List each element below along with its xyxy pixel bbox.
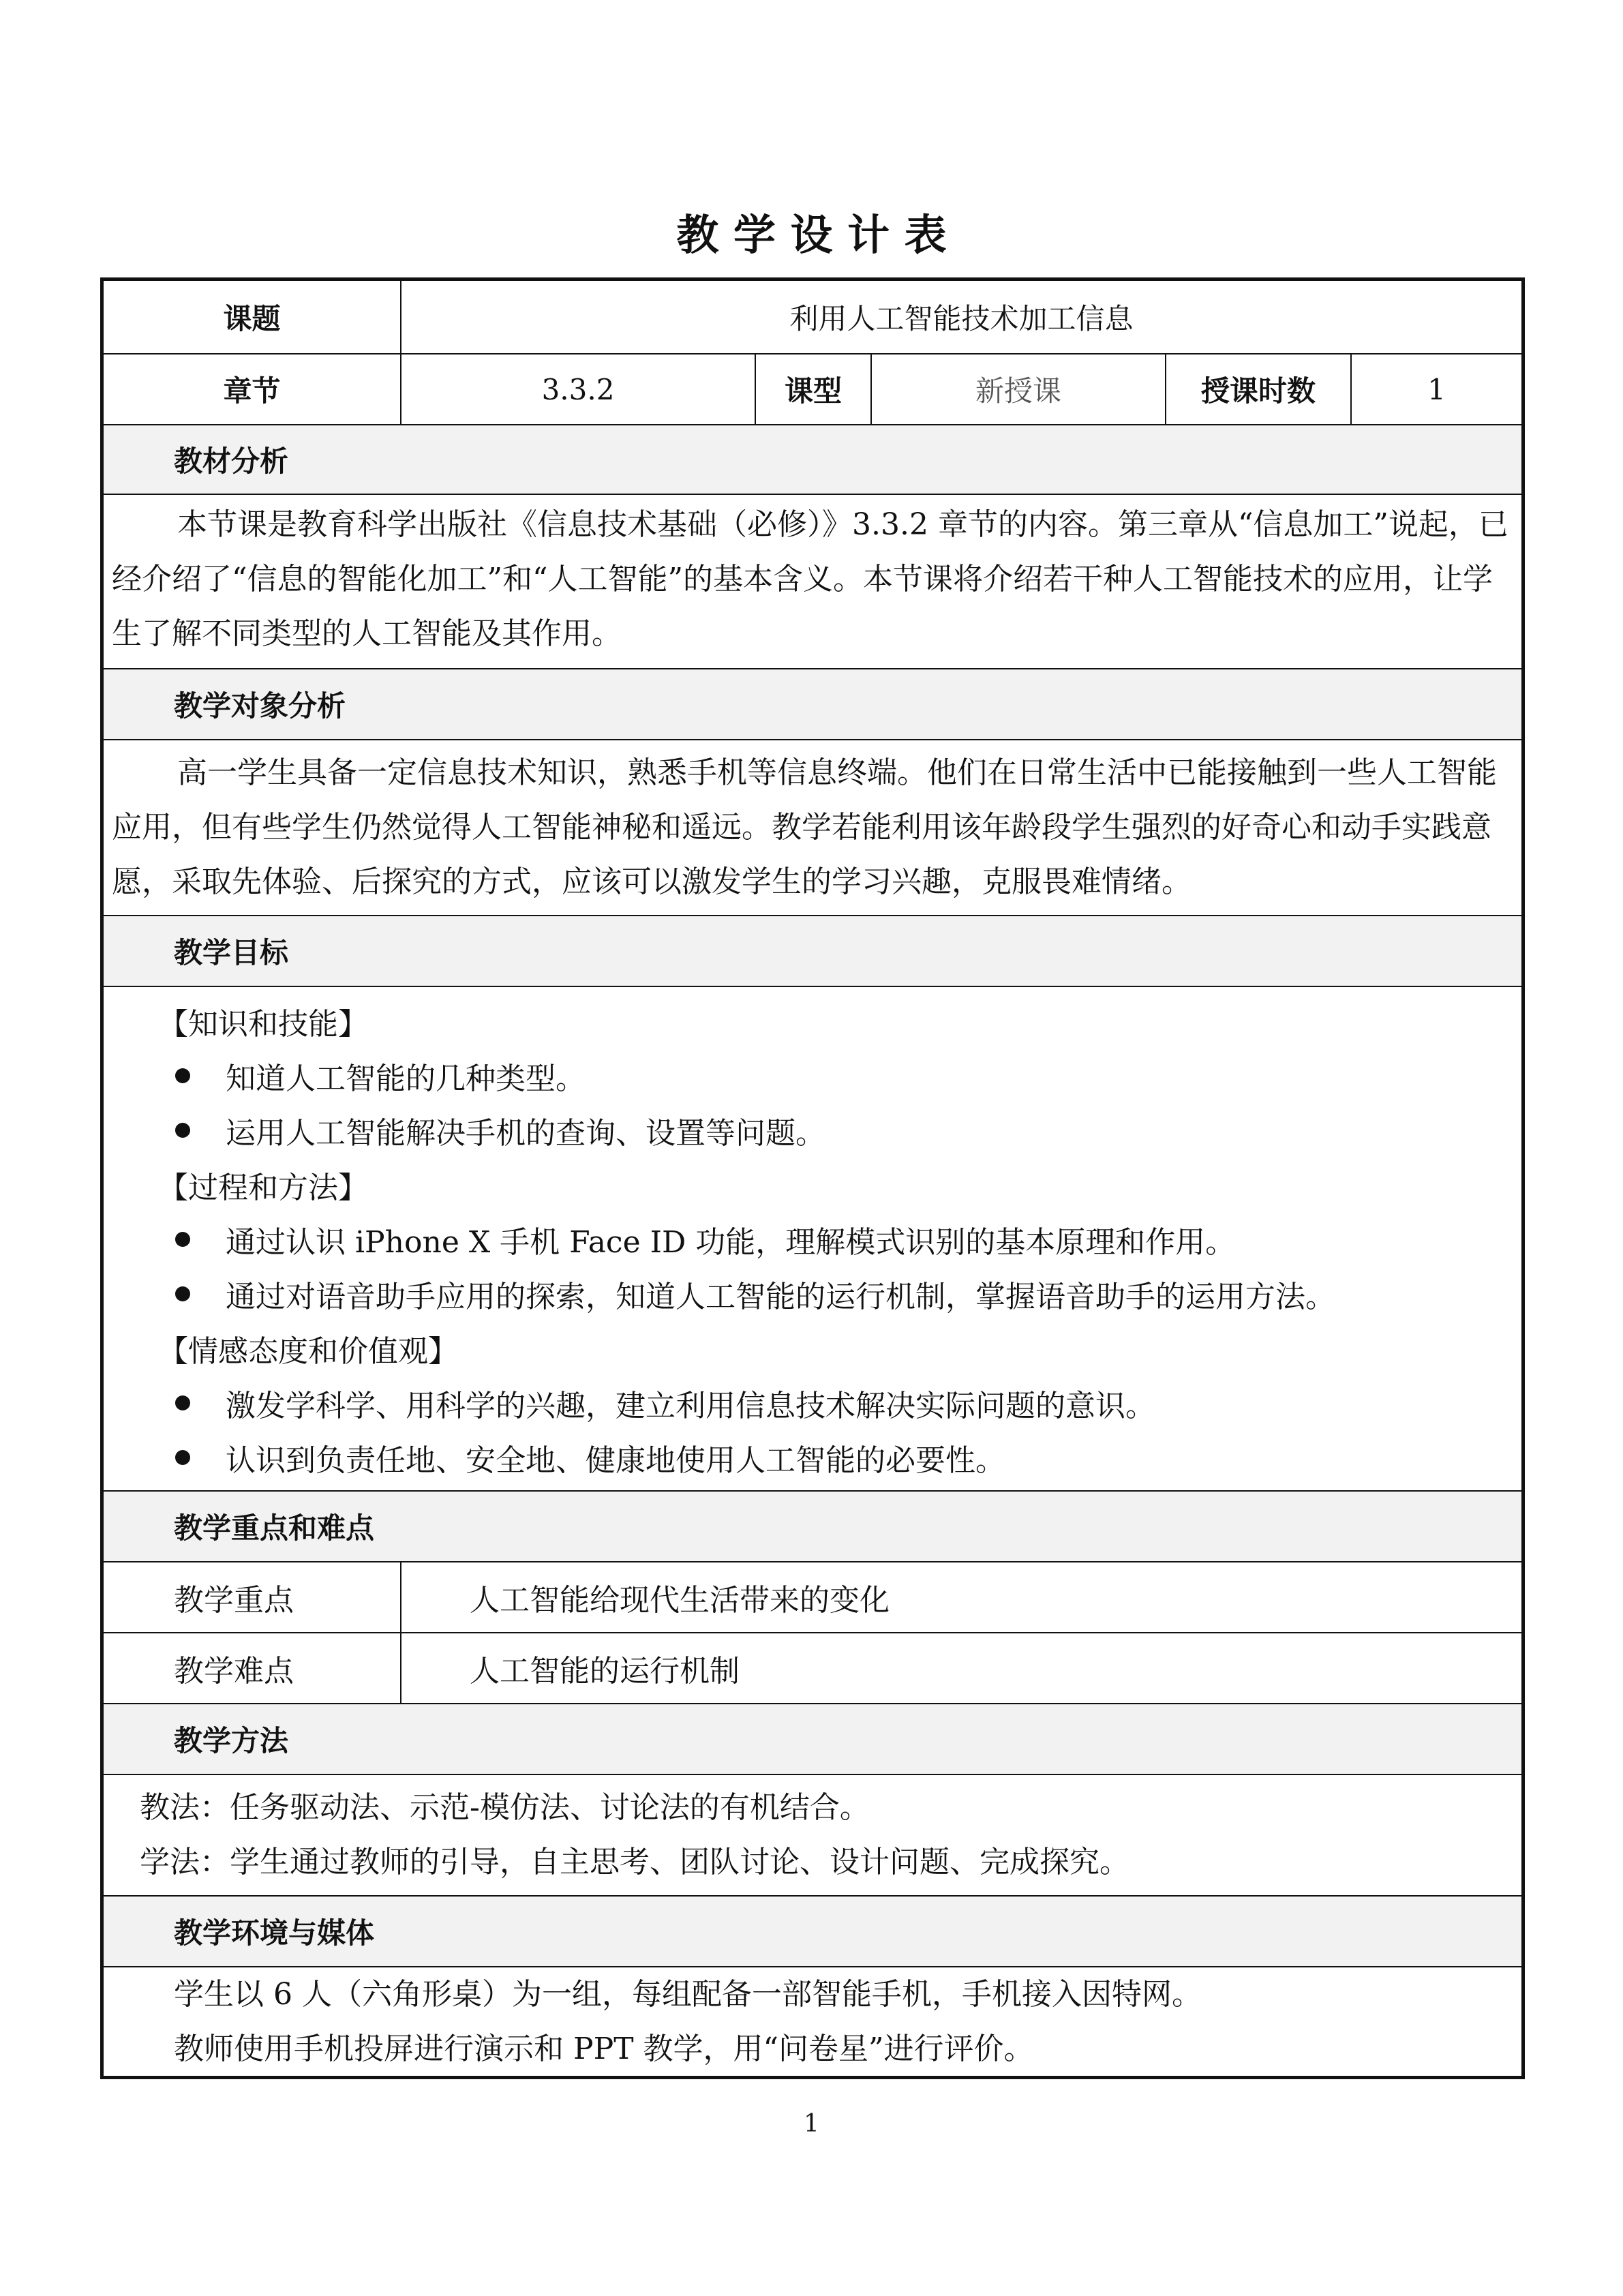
students-heading: 教学对象分析 (104, 669, 1521, 740)
bullet-icon (175, 1123, 190, 1138)
document-title: 教 学 设 计 表 (676, 210, 947, 260)
objective-item: 运用人工智能解决手机的查询、设置等问题。 (104, 1103, 1521, 1158)
bullet-icon (175, 1450, 190, 1465)
objective-category-knowledge: 【知识和技能】 (158, 1007, 368, 1042)
chapter-value: 3.3.2 (401, 354, 756, 424)
objective-item: 通过认识 iPhone X 手机 Face ID 功能，理解模式识别的基本原理和作用。 (104, 1212, 1521, 1267)
topic-label: 课题 (104, 281, 401, 353)
topic-row (104, 281, 1521, 354)
hours-value: 1 (1427, 372, 1446, 406)
difficulty-label: 教学难点 (104, 1633, 401, 1703)
keypoints-heading: 教学重点和难点 (104, 1492, 1521, 1562)
material-body (104, 495, 1521, 669)
hours-label: 授课时数 (1166, 354, 1352, 424)
students-body (104, 740, 1521, 916)
difficulty-row (104, 1633, 1521, 1704)
environment-heading: 教学环境与媒体 (104, 1897, 1521, 1967)
topic-value: 利用人工智能技术加工信息 (789, 302, 1134, 335)
teaching-method: 教法：任务驱动法、示范-模仿法、讨论法的有机结合。 (140, 1790, 870, 1825)
students-text: 高一学生具备一定信息技术知识，熟悉手机等信息终端。他们在日常生活中已能接触到一些人工智能应用，但有些学生仍然觉得人工智能神秘和遥远。教学若能利用该年龄段学生强烈的好奇心和动手实践意愿，采取先体验、后探究的方式，应该可以激发学生的学习兴趣，克服畏难情绪。 (112, 755, 1497, 899)
page-number: 1 (804, 2110, 819, 2138)
objective-item: 激发学科学、用科学的兴趣，建立利用信息技术解决实际问题的意识。 (104, 1376, 1521, 1430)
type-value: 新授课 (872, 354, 1166, 424)
bullet-icon (175, 1068, 190, 1083)
objectives-heading: 教学目标 (104, 916, 1521, 987)
environment-line-1: 学生以 6 人（六角形桌）为一组，每组配备一部智能手机，手机接入因特网。 (174, 1977, 1202, 2012)
keypoint-value: 人工智能给现代生活带来的变化 (470, 1583, 890, 1618)
bullet-icon (175, 1232, 190, 1247)
chapter-label: 章节 (104, 354, 401, 424)
objective-item: 知道人工智能的几种类型。 (104, 1048, 1521, 1103)
material-heading: 教材分析 (104, 425, 1521, 495)
bullet-icon (175, 1286, 190, 1301)
objective-item: 认识到负责任地、安全地、健康地使用人工智能的必要性。 (104, 1430, 1521, 1485)
methods-body (104, 1775, 1521, 1897)
type-label: 课型 (756, 354, 872, 424)
environment-body (104, 1967, 1521, 2079)
objective-category-process: 【过程和方法】 (158, 1170, 368, 1205)
keypoint-row (104, 1562, 1521, 1633)
bullet-icon (175, 1395, 190, 1410)
environment-line-2: 教师使用手机投屏进行演示和 PPT 教学，用“问卷星”进行评价。 (174, 2031, 1034, 2066)
chapter-row (104, 354, 1521, 425)
objectives-body (104, 987, 1521, 1492)
keypoint-label: 教学重点 (104, 1562, 401, 1632)
objective-category-attitude: 【情感态度和价值观】 (158, 1334, 458, 1369)
objective-item: 通过对语音助手应用的探索，知道人工智能的运行机制，掌握语音助手的运用方法。 (104, 1267, 1521, 1321)
difficulty-value: 人工智能的运行机制 (470, 1654, 740, 1689)
lesson-plan-table (100, 277, 1525, 2079)
methods-heading: 教学方法 (104, 1704, 1521, 1775)
learning-method: 学法：学生通过教师的引导，自主思考、团队讨论、设计问题、完成探究。 (140, 1845, 1129, 1879)
material-text: 本节课是教育科学出版社《信息技术基础（必修）》3.3.2 章节的内容。第三章从“信息加工”说起，已经介绍了“信息的智能化加工”和“人工智能”的基本含义。本节课将介绍若干种人工智能技术的应用，让学生了解不同类型的人工智能及其作用。 (112, 507, 1508, 651)
